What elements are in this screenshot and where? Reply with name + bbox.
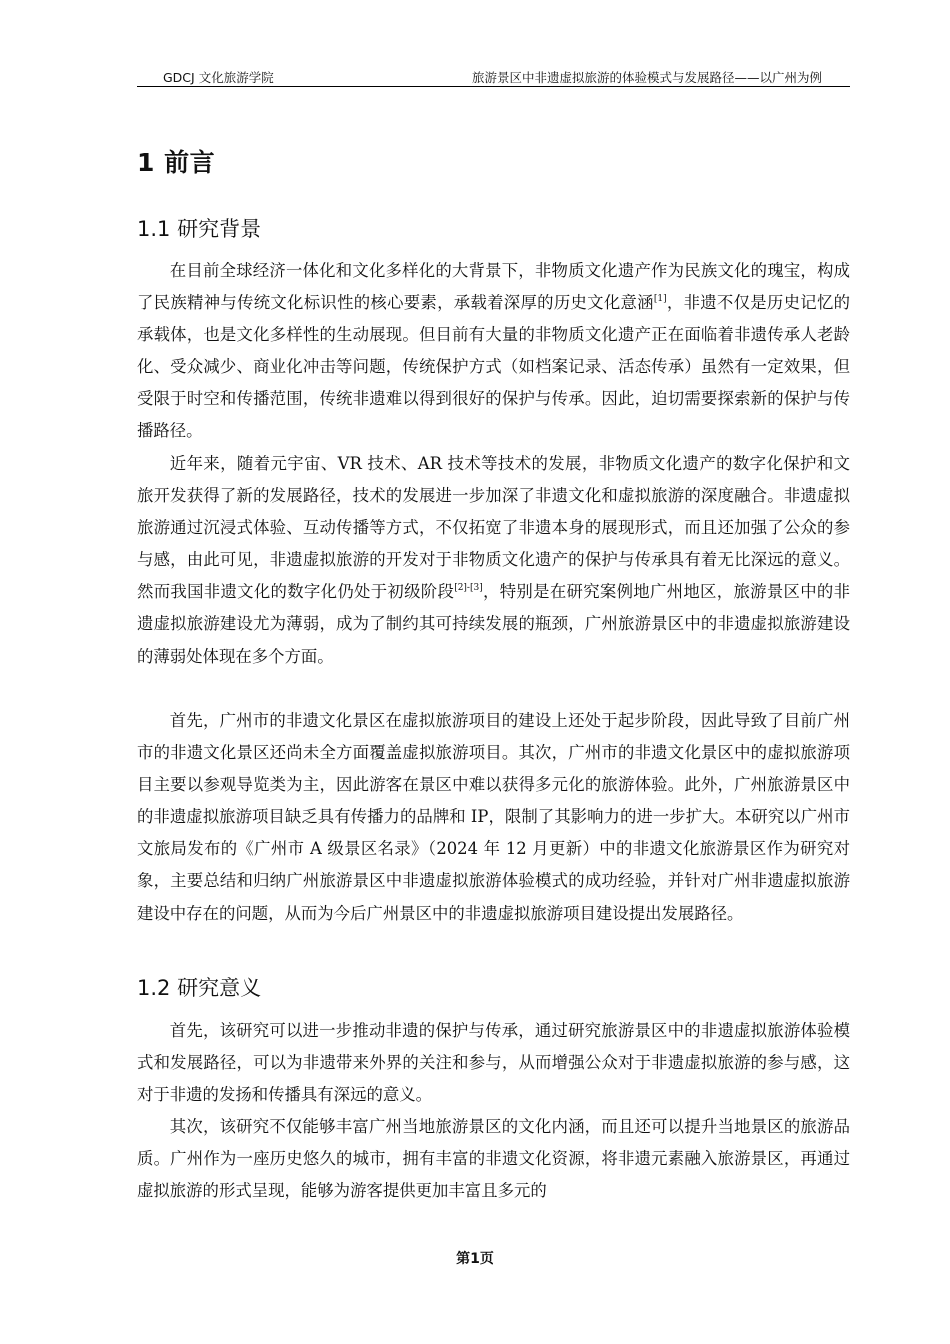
header-institution: GDCJ 文化旅游学院 — [163, 70, 274, 85]
section-heading-significance: 1.2 研究意义 — [137, 976, 262, 1000]
paragraph-text: 近年来，随着元宇宙、VR 技术、AR 技术等技术的发展，非物质文化遗产的数字化保护和文旅开发获得了新的发展路径，技术的发展进一步加深了非遗文化和虚拟旅游的深度融合。非遗虚拟旅游通过沉浸式体验、互动传播等方式，不仅拓宽了非遗本身的展现形式，而且还加强了公众的参与感，由此可见，非遗虚拟旅游的开发对于非物质文化遗产的保护与传承具有着无比深远的意义。然而我国非遗文化的数字化仍处于初级阶段 — [137, 454, 850, 602]
body-paragraph: 首先，广州市的非遗文化景区在虚拟旅游项目的建设上还处于起步阶段，因此导致了目前广州市的非遗文化景区还尚未全方面覆盖虚拟旅游项目。其次，广州市的非遗文化景区中的虚拟旅游项目主要以参观导览类为主，因此游客在景区中难以获得多元化的旅游体验。此外，广州旅游景区中的非遗虚拟旅游项目缺乏具有传播力的品牌和 IP，限制了其影响力的进一步扩大。本研究以广州市文旅局发布的《广州市 A 级景区名录》（2024 年 12 月更新）中的非遗文化旅游景区作为研究对象，主要总结和归纳广州旅游景区中非遗虚拟旅游体验模式的成功经验，并针对广州非遗虚拟旅游建设中存在的问题，从而为今后广州景区中的非遗虚拟旅游项目建设提出发展路径。 — [137, 711, 850, 923]
paragraph-text: ，非遗不仅是历史记忆的承载体，也是文化多样性的生动展现。但目前有大量的非物质文化遗产正在面临着非遗传承人老龄化、受众减少、商业化冲击等问题，传统保护方式（如档案记录、活态传承）虽然有一定效果，但受限于时空和传播范围，传统非遗难以得到很好的保护与传承。因此，迫切需要探索新的保护与传播路径。 — [137, 293, 851, 441]
section-heading-background: 1.1 研究背景 — [137, 217, 262, 241]
citation-ref: [2]-[3] — [454, 583, 483, 594]
body-paragraph: 首先，该研究可以进一步推动非遗的保护与传承，通过研究旅游景区中的非遗虚拟旅游体验模式和发展路径，可以为非遗带来外界的关注和参与，从而增强公众对于非遗虚拟旅游的参与感，这对于非遗的发扬和传播具有深远的意义。 — [137, 1021, 850, 1105]
body-paragraph: 其次，该研究不仅能够丰富广州当地旅游景区的文化内涵，而且还可以提升当地景区的旅游品质。广州作为一座历史悠久的城市，拥有丰富的非遗文化资源，将非遗元素融入旅游景区，再通过虚拟旅游的形式呈现，能够为游客提供更加丰富且多元的 — [137, 1117, 850, 1201]
body-paragraph — [137, 448, 850, 673]
paragraph-text: ，特别是在研究案例地广州地区，旅游景区中的非遗虚拟旅游建设尤为薄弱，成为了制约其可持续发展的瓶颈，广州旅游景区中的非遗虚拟旅游建设的薄弱处体现在多个方面。 — [137, 582, 851, 666]
header-thesis-title: 旅游景区中非遗虚拟旅游的体验模式与发展路径——以广州为例 — [471, 70, 822, 85]
page-number: 第1页 — [456, 1251, 494, 1267]
running-header — [137, 66, 850, 88]
body-paragraph — [137, 255, 850, 448]
paragraph-text: 在目前全球经济一体化和文化多样化的大背景下，非物质文化遗产作为民族文化的瑰宝，构成了民族精神与传统文化标识性的核心要素，承载着深厚的历史文化意涵 — [137, 261, 850, 313]
header-divider — [137, 86, 850, 87]
chapter-title: 1 前言 — [137, 148, 216, 177]
citation-ref: [1] — [653, 294, 667, 305]
